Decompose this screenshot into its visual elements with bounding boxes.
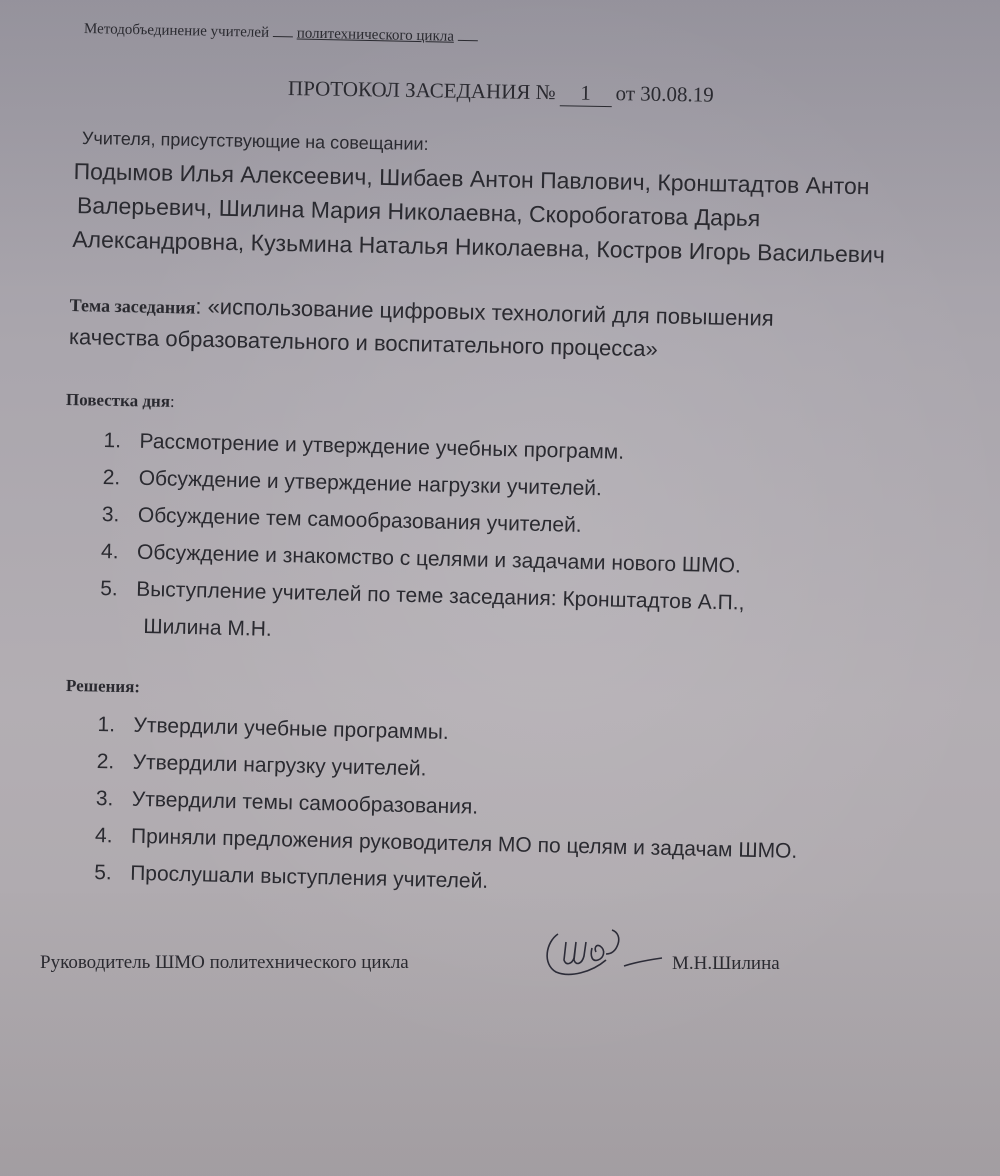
agenda-item-continuation: Шилина М.Н. <box>143 614 273 641</box>
decision-item: 5. Прослушали выступления учителей. <box>93 860 489 893</box>
attendees-line: Александровна, Кузьмина Наталья Николаевна, Костров Игорь Васильевич <box>72 225 886 268</box>
topic-line: качества образовательного и воспитательного процесса» <box>68 323 658 362</box>
protocol-number: 1 <box>559 80 611 107</box>
agenda-item: 2. Обсуждение и утверждение нагрузки учителей. <box>102 465 603 501</box>
header-line <box>84 20 478 46</box>
decisions-list <box>94 706 800 907</box>
header-prefix: Методобъединение учителей <box>83 21 270 41</box>
signature-role: Руководитель ШМО политехнического цикла <box>40 952 409 973</box>
topic-label: Тема заседания <box>69 294 196 318</box>
agenda-item: 5. Выступление учителей по теме заседания: Кронштадтов А.П., Шилина М.Н. <box>99 570 745 659</box>
decision-item: 1. Утвердили учебные программы. <box>97 712 449 744</box>
decisions-label: Решения: <box>65 676 141 697</box>
agenda-list <box>99 422 748 659</box>
decision-item: 3. Утвердили темы самообразования. <box>95 786 479 819</box>
signature-name: М.Н.Шилина <box>672 953 780 974</box>
signature-icon <box>536 920 666 982</box>
protocol-title-text: ПРОТОКОЛ ЗАСЕДАНИЯ № <box>287 76 556 105</box>
protocol-title <box>288 76 714 109</box>
header-underline <box>273 24 293 37</box>
decision-item: 4. Приняли предложения руководителя МО по целям и задачам ШМО. <box>94 823 798 863</box>
header-underline <box>458 28 478 41</box>
attendees-line: Валерьевич, Шилина Мария Николаевна, Скоробогатова Дарья <box>76 192 761 232</box>
decision-item: 2. Утвердили нагрузку учителей. <box>96 749 427 781</box>
agenda-label: Повестка дня: <box>65 390 175 411</box>
agenda-item: 3. Обсуждение тем самообразования учителей. <box>101 502 582 537</box>
attendees-list <box>72 154 974 273</box>
attendees-line: Подымов Илья Алексеевич, Шибаев Антон Павлович, Кронштадтов Антон <box>73 157 870 200</box>
topic-line: : «использование цифровых технологий для повышения <box>195 293 774 331</box>
header-department: политехнического цикла <box>296 25 455 45</box>
agenda-item: 4. Обсуждение и знакомство с целями и задачами нового ШМО. <box>100 539 742 578</box>
meeting-topic <box>69 288 970 372</box>
agenda-item: 1. Рассмотрение и утверждение учебных программ. <box>103 428 625 464</box>
attendees-label: Учителя, присутствующие на совещании: <box>81 128 429 155</box>
protocol-date: от 30.08.19 <box>615 81 714 107</box>
